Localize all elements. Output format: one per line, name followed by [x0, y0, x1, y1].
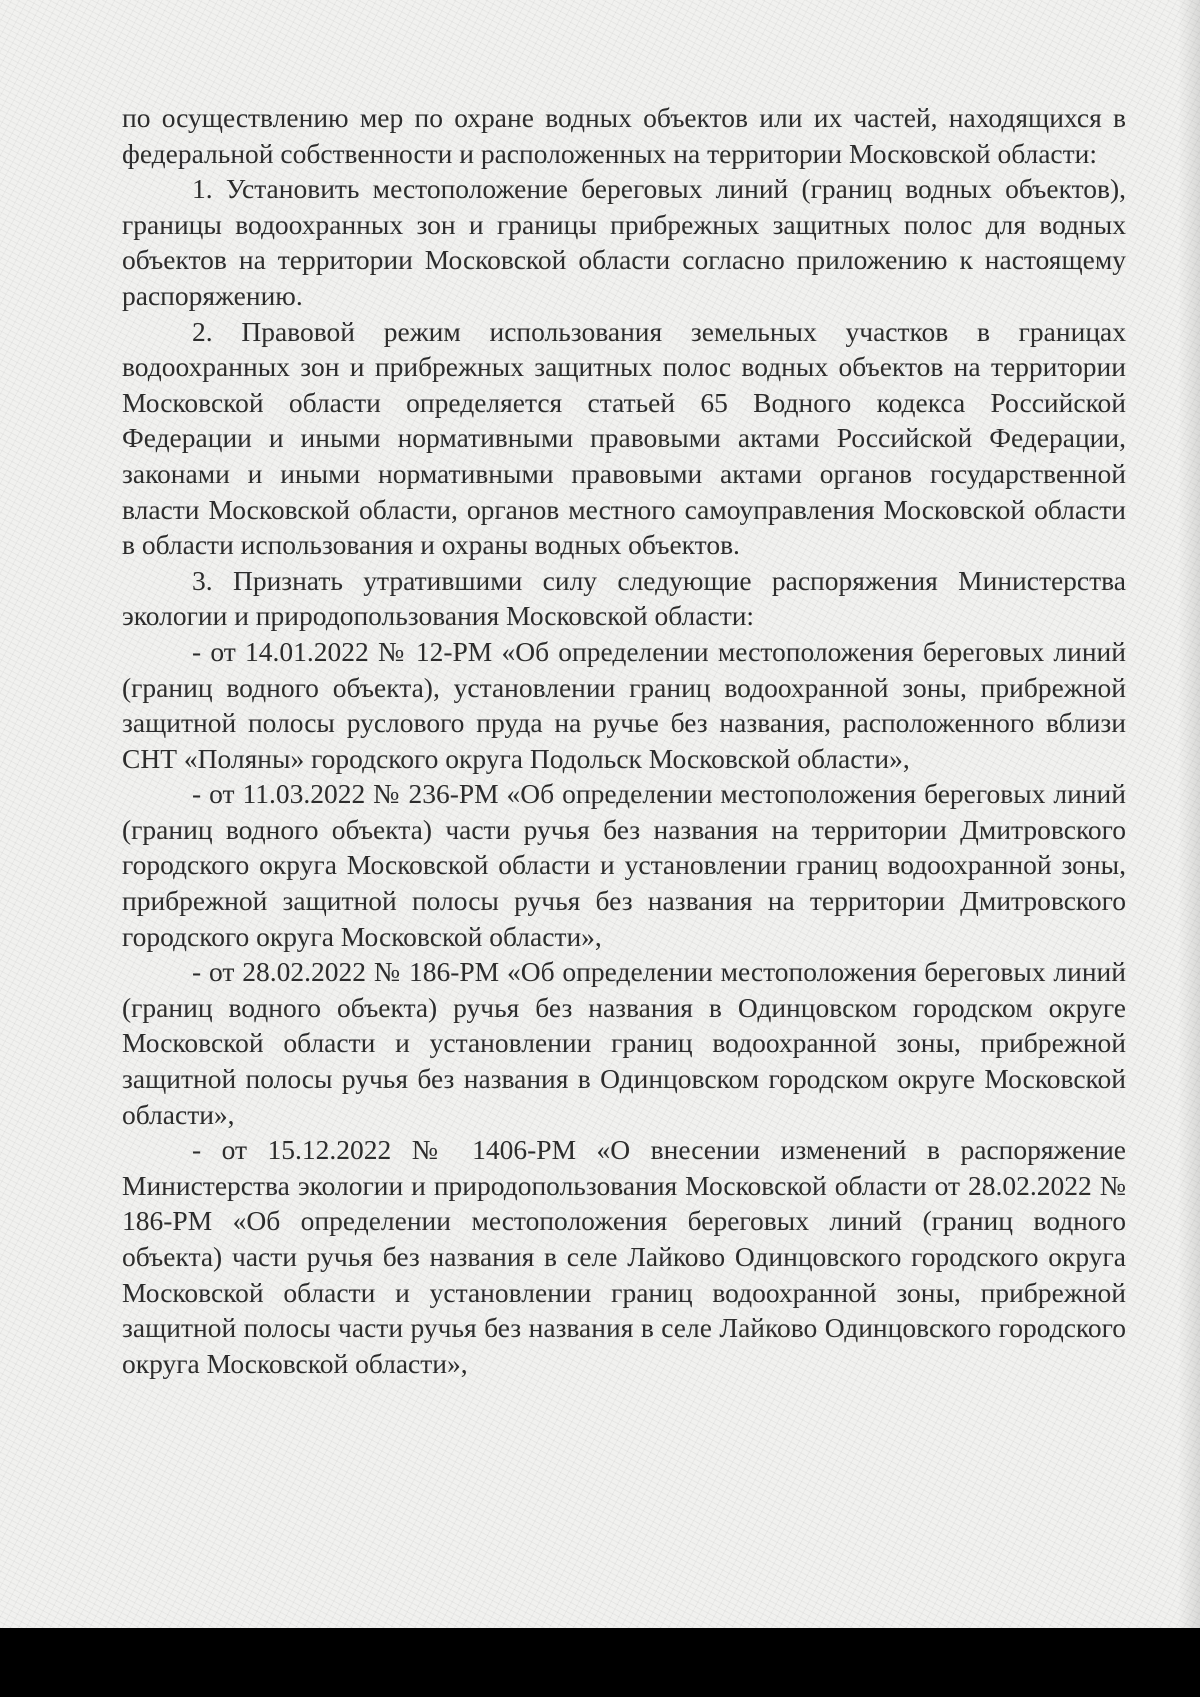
document-body [122, 100, 1126, 1381]
list-item-order-186-rm: - от 28.02.2022 № 186-РМ «Об определении местоположения береговых линий (границ водного объекта) ручья без названия в Одинцовском городском округе Московской области и установлении границ водоохранной зоны, прибрежной защитной полосы ручья без названия в Одинцовском городском округе Московской области», [122, 956, 1126, 1130]
list-item-order-12-rm: - от 14.01.2022 № 12-РМ «Об определении местоположения береговых линий (границ водного объекта), установлении границ водоохранной зоны, прибрежной защитной полосы руслового пруда на ручье без названия, расположенного вблизи СНТ «Поляны» городского округа Подольск Московской области», [122, 635, 1126, 774]
scan-black-margin [0, 1628, 1200, 1697]
paragraph-intro-continuation: по осуществлению мер по охране водных объектов или их частей, находящихся в федеральной собственности и расположенных на территории Московской области: [122, 102, 1126, 169]
list-item-order-1406-rm: - от 15.12.2022 № 1406-РМ «О внесении изменений в распоряжение Министерства экологии и природопользования Московской области от 28.02.2022 № 186-РМ «Об определении местоположения береговых линий (границ водного объекта) части ручья без названия в селе Лайково Одинцовского городского округа Московской области и установлении границ водоохранной зоны, прибрежной защитной полосы части ручья без названия в селе Лайково Одинцовского городского округа Московской области», [122, 1134, 1126, 1379]
paragraph-item-3: 3. Признать утратившими силу следующие распоряжения Министерства экологии и природопользования Московской области: [122, 564, 1126, 632]
list-item-order-236-rm: - от 11.03.2022 № 236-РМ «Об определении местоположения береговых линий (границ водного объекта) части ручья без названия на территории Дмитровского городского округа Московской области и установлении границ водоохранной зоны, прибрежной защитной полосы ручья без названия на территории Дмитровского городского округа Московской области», [122, 778, 1126, 952]
page-edge-shadow [1178, 0, 1200, 1628]
paragraph-item-2: 2. Правовой режим использования земельных участков в границах водоохранных зон и прибрежных защитных полос водных объектов на территории Московской области определяется статьей 65 Водного кодекса Российской Федерации и иными нормативными правовыми актами Российской Федерации, законами и иными нормативными правовыми актами органов государственной власти Московской области, органов местного самоуправления Московской области в области использования и охраны водных объектов. [122, 315, 1126, 561]
paragraph-item-1: 1. Установить местоположение береговых линий (границ водных объектов), границы водоохранных зон и границы прибрежных защитных полос для водных объектов на территории Московской области согласно приложению к настоящему распоряжению. [122, 173, 1126, 311]
